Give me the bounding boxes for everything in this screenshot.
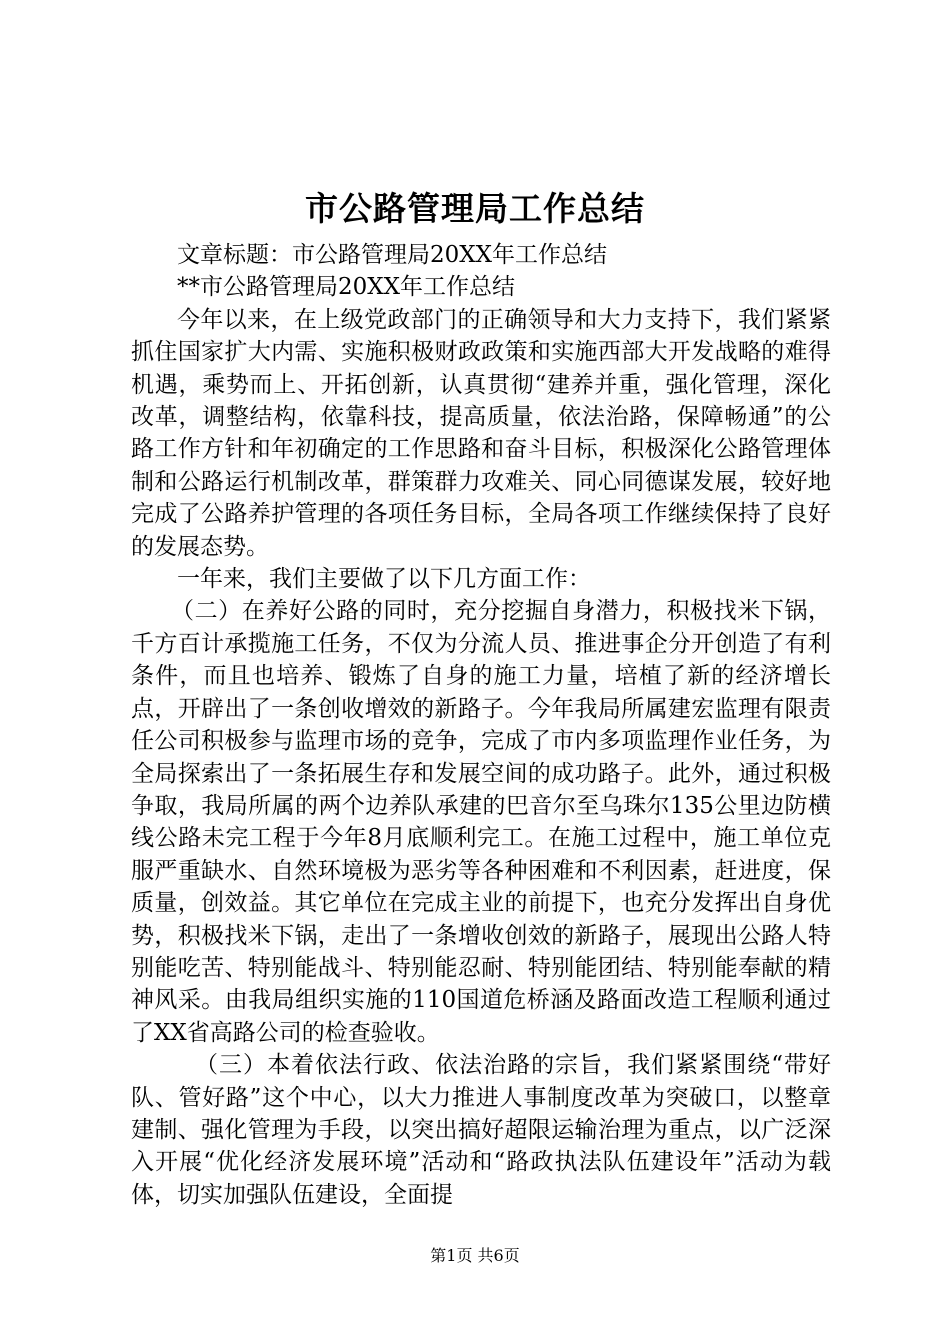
- section-three-paragraph: （三）本着依法行政、依法治路的宗旨，我们紧紧围绕“带好队、管好路”这个中心，以大力推进人事制度改革为突破口，以整章建制、强化管理为手段，以突出搞好超限运输治理为重点，以广泛深入开展“优化经济发展环境”活动和“路政执法队伍建设年”活动为载体，切实加强队伍建设，全面提: [131, 1052, 831, 1208]
- page-footer: 第1页 共6页: [430, 1246, 520, 1265]
- article-title-line: 文章标题：市公路管理局20XX年工作总结: [177, 242, 608, 268]
- intro-paragraph: 今年以来，在上级党政部门的正确领导和大力支持下，我们紧紧抓住国家扩大内需、实施积极财政政策和实施西部大开发战略的难得机遇，乘势而上、开拓创新，认真贯彻“建养并重，强化管理，深化改革，调整结构，依靠科技，提高质量，依法治路，保障畅通”的公路工作方针和年初确定的工作思路和奋斗目标，积极深化公路管理体制和公路运行机制改革，群策群力攻难关、同心同德谋发展，较好地完成了公路养护管理的各项任务目标，全局各项工作继续保持了良好的发展态势。: [131, 306, 831, 560]
- summary-paragraph: 一年来，我们主要做了以下几方面工作：: [177, 566, 591, 593]
- section-two-paragraph: （二）在养好公路的同时，充分挖掘自身潜力，积极找米下锅，千方百计承揽施工任务，不仅为分流人员、推进事企分开创造了有利条件，而且也培养、锻炼了自身的施工力量，培植了新的经济增长点，开辟出了一条创收增效的新路子。今年我局所属建宏监理有限责任公司积极参与监理市场的竞争，完成了市内多项监理作业任务，为全局探索出了一条拓展生存和发展空间的成功路子。此外，通过积极争取，我局所属的两个边养队承建的巴音尔至乌珠尔135公里边防横线公路未完工程于今年8月底顺利完工。在施工过程中，施工单位克服严重缺水、自然环境极为恶劣等各种困难和不利因素，赶进度，保质量，创效益。其它单位在完成主业的前提下，也充分发挥出自身优势，积极找米下锅，走出了一条增收创效的新路子，展现出公路人特别能吃苦、特别能战斗、特别能忍耐、特别能团结、特别能奉献的精神风采。由我局组织实施的110国道危桥涵及路面改造工程顺利通过了XX省高路公司的检查验收。: [131, 598, 831, 1046]
- document-body: [131, 239, 831, 1211]
- subtitle-line: **市公路管理局20XX年工作总结: [177, 274, 516, 301]
- document-title: 市公路管理局工作总结: [305, 189, 645, 228]
